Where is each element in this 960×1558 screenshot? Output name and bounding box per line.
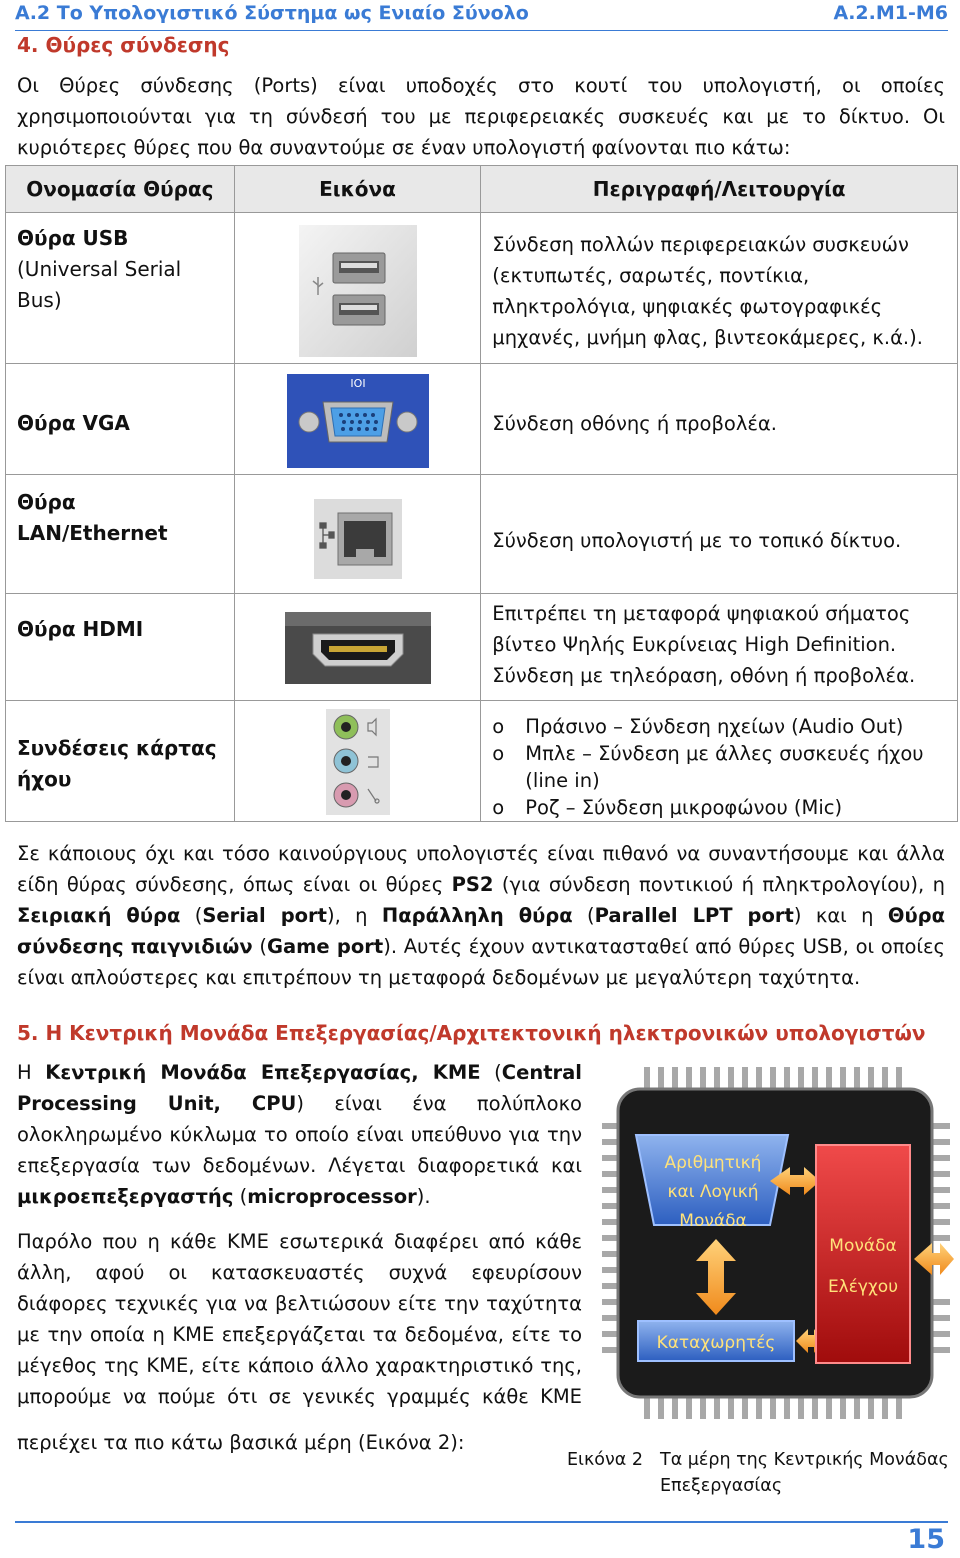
vga-port-image	[287, 374, 429, 468]
column-header-name: Ονομασία Θύρας	[6, 166, 235, 213]
cpu-parts-intro: περιέχει τα πιο κάτω βασικά μέρη (Εικόνα 2):	[17, 1431, 465, 1454]
hdmi-description-line: Σύνδεση με τηλεόραση, οθόνη ή προβολέα.	[492, 664, 916, 687]
table-header-row	[6, 166, 958, 213]
hdmi-description-line: Επιτρέπει τη μεταφορά ψηφιακού σήματος	[492, 602, 911, 625]
paragraph-line: με την οποία η ΚΜΕ επεξεργάζεται τα δεδομένα, είτε το	[17, 1323, 582, 1346]
alu-label: Αριθμητική	[664, 1153, 762, 1173]
audio-jacks-image	[326, 709, 390, 815]
vga-description-cell	[481, 364, 958, 475]
lan-image-cell	[234, 475, 481, 594]
paragraph-line: ολοκληρωμένο κύκλωμα το οποίο είναι υπεύθυνο για την	[17, 1123, 582, 1146]
paragraph-line: Processing Unit, CPU) είναι ένα πολύπλοκο	[17, 1092, 582, 1115]
paragraph-line: μικροεπεξεργαστής (microprocessor).	[17, 1185, 431, 1208]
alu-label: και Λογική	[667, 1182, 759, 1202]
hdmi-name-cell	[6, 594, 235, 701]
column-header-description: Περιγραφή/Λειτουργία	[481, 166, 958, 213]
paragraph-line: μπορούμε να πούμε ότι σε γενικές γραμμές κάθε ΚΜΕ	[17, 1385, 582, 1408]
paragraph-line: Παρόλο που η κάθε ΚΜΕ εσωτερικά διαφέρει από κάθε	[17, 1230, 582, 1253]
paragraph-line: είναι απλούστερες και επιτρέπουν τη μεταφορά δεδομένων με μεγαλύτερη ταχύτητα.	[17, 966, 861, 989]
intro-line: κυριότερες θύρες που θα συναντούμε σε έναν υπολογιστή φαίνονται πιο κάτω:	[17, 136, 791, 159]
paragraph-line: σύνδεσης παιγνιδιών (Game port). Αυτές έχουν αντικατασταθεί από θύρες USB, οι οποίες	[17, 935, 945, 958]
lan-name-cell	[6, 475, 235, 594]
usb-name: Θύρα USB	[17, 226, 129, 250]
hdmi-description-line: βίντεο Ψηλής Ευκρίνειας High Definition.	[492, 633, 897, 656]
paragraph-line: μέγεθος της ΚΜΕ, είτε κάποιο άλλο χαρακτηριστικό της,	[17, 1354, 582, 1377]
vga-name: Θύρα VGA	[17, 411, 130, 435]
hdmi-image-cell	[234, 594, 481, 701]
usb-image-cell	[234, 213, 481, 364]
intro-line: χρησιμοποιούνται για τη σύνδεσή του με περιφερειακές συσκευές και με το δίκτυο. Οι	[17, 105, 945, 128]
sound-name: Συνδέσεις κάρτας	[17, 736, 217, 760]
lan-description-cell	[481, 475, 958, 594]
figure-caption-number: Εικόνα 2	[567, 1450, 644, 1470]
vga-label: IOI	[349, 377, 366, 390]
vga-name-cell	[6, 364, 235, 475]
paragraph-line: άλλη, αφού οι κατασκευαστές συχνά εφευρίσουν	[17, 1261, 582, 1284]
footer-rule	[15, 1521, 948, 1523]
legacy-ports-paragraph	[17, 838, 945, 993]
alu-label: Μονάδα	[679, 1211, 747, 1231]
hdmi-description-cell	[481, 594, 958, 701]
section-4-title: 4. Θύρες σύνδεσης	[17, 33, 230, 57]
paragraph-line: διάφορες τεχνικές για να βελτιώσουν είτε την ταχύτητα	[17, 1292, 582, 1315]
ports-table	[5, 165, 958, 822]
list-item: o Πράσινο – Σύνδεση ηχείων (Audio Out)	[492, 713, 957, 740]
table-row-sound	[6, 701, 958, 822]
usb-subname: (Universal Serial	[17, 257, 182, 281]
table-row-hdmi	[6, 594, 958, 701]
column-header-image: Εικόνα	[234, 166, 481, 213]
running-header	[15, 2, 948, 28]
usb-name-cell	[6, 213, 235, 364]
intro-line: Οι Θύρες σύνδεσης (Ports) είναι υποδοχές στο κουτί του υπολογιστή, οι οποίες	[17, 74, 945, 97]
caption-line: Επεξεργασίας	[660, 1476, 783, 1496]
usb-subname: Bus)	[17, 288, 62, 312]
list-item-continuation: (line in)	[525, 769, 600, 792]
list-item: o Μπλε – Σύνδεση με άλλες συσκευές ήχου	[492, 740, 957, 767]
hdmi-name: Θύρα HDMI	[17, 617, 144, 641]
control-unit-label: Μονάδα	[829, 1236, 897, 1256]
table-row-lan	[6, 475, 958, 594]
usb-description-line: πληκτρολόγια, ψηφιακές φωτογραφικές	[492, 295, 883, 318]
sound-image-cell	[234, 701, 481, 822]
header-rule	[15, 30, 948, 31]
section-5-title: 5. Η Κεντρική Μονάδα Επεξεργασίας/Αρχιτεκτονική ηλεκτρονικών υπολογιστών	[17, 1021, 926, 1045]
page-number: 15	[907, 1524, 945, 1555]
header-title: Α.2 Το Υπολογιστικό Σύστημα ως Ενιαίο Σύνολο	[15, 2, 529, 24]
lan-name: LAN/Ethernet	[17, 521, 168, 545]
usb-description-line: μηχανές, μνήμη φλας, βιντεοκάμερες, κ.ά.).	[492, 326, 923, 349]
lan-name: Θύρα	[17, 490, 76, 514]
paragraph-line: είδη θύρας σύνδεσης, όπως είναι οι θύρες PS2 (για σύνδεση ποντικιού ή πληκτρολογίου), η	[17, 873, 946, 896]
paragraph-line: Σειριακή θύρα (Serial port), η Παράλληλη θύρα (Parallel LPT port) και η Θύρα	[17, 904, 945, 927]
cpu-definition-paragraph	[17, 1057, 582, 1212]
vga-description: Σύνδεση οθόνης ή προβολέα.	[492, 412, 777, 435]
lan-description: Σύνδεση υπολογιστή με το τοπικό δίκτυο.	[492, 529, 902, 552]
section-4-intro	[17, 70, 945, 163]
usb-port-image	[299, 225, 417, 357]
paragraph-line: Η Κεντρική Μονάδα Επεξεργασίας, ΚΜΕ (Central	[17, 1061, 582, 1084]
list-item: o Ροζ – Σύνδεση μικροφώνου (Mic)	[492, 794, 957, 821]
ethernet-port-image	[314, 499, 402, 579]
sound-description-cell	[481, 701, 958, 822]
sound-list	[492, 713, 957, 821]
table-row-vga	[6, 364, 958, 475]
hdmi-port-image	[285, 612, 431, 684]
usb-description-line: (εκτυπωτές, σαρωτές, ποντίκια,	[492, 264, 810, 287]
control-unit-label: Ελέγχου	[827, 1277, 899, 1297]
usb-description-cell	[481, 213, 958, 364]
paragraph-line: Σε κάποιους όχι και τόσο καινούργιους υπολογιστές είναι πιθανό να συναντήσουμε και άλλα	[17, 842, 945, 865]
caption-line: Τα μέρη της Κεντρικής Μονάδας	[660, 1450, 949, 1470]
paragraph-line: επεξεργασία των δεδομένων. Λέγεται διαφορετικά και	[17, 1154, 582, 1177]
cpu-parts-paragraph	[17, 1226, 582, 1412]
figure-caption-text	[660, 1447, 949, 1499]
cpu-diagram	[600, 1063, 956, 1443]
usb-description-line: Σύνδεση πολλών περιφερειακών συσκευών	[492, 233, 909, 256]
table-row-usb	[6, 213, 958, 364]
header-code: Α.2.Μ1-Μ6	[833, 2, 948, 24]
sound-name: ήχου	[17, 767, 72, 791]
registers-label: Καταχωρητές	[656, 1333, 776, 1353]
vga-image-cell	[234, 364, 481, 475]
sound-name-cell	[6, 701, 235, 822]
